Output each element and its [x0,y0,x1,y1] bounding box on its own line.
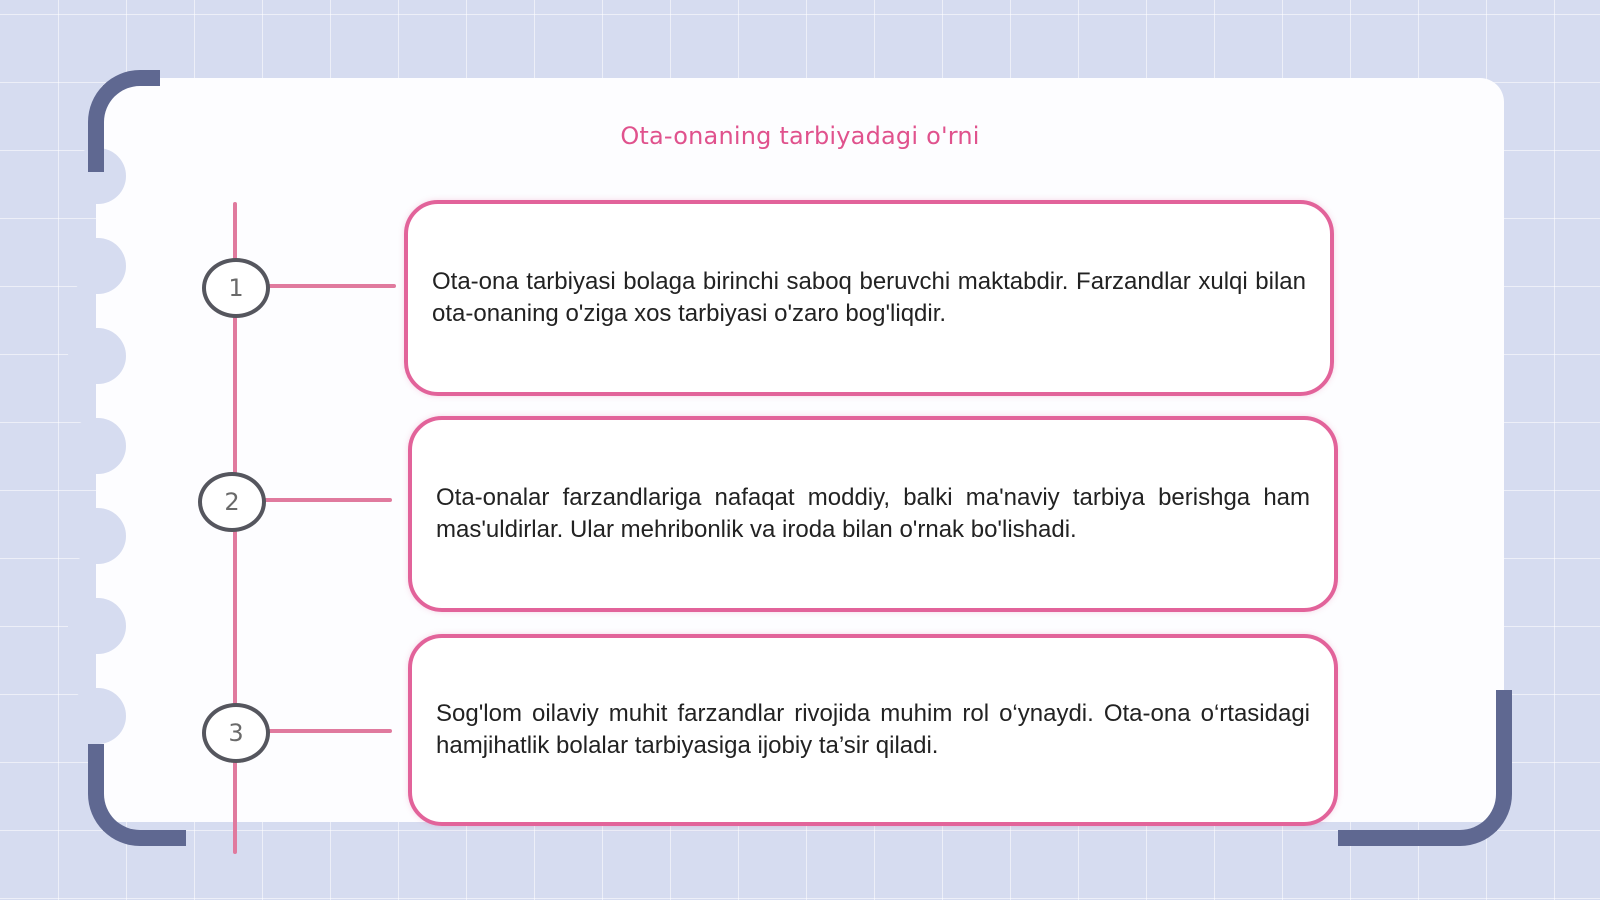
timeline-connector [266,729,392,733]
notebook-notch [68,508,126,564]
info-box-3 [408,634,1338,826]
timeline-connector [262,498,392,502]
slide-title: Ota-onaning tarbiyadagi o'rni [620,122,980,150]
frame-corner-top-left [88,70,160,172]
frame-corner-bottom-right [1338,690,1512,846]
info-box-text: Sog'lom oilaviy muhit farzandlar rivojida muhim rol o‘ynaydi. Ota-ona o‘rtasidagi hamjihatlik bolalar tarbiyasiga ijobiy ta’sir qiladi. [436,700,1310,759]
notebook-notch [68,328,126,384]
notebook-notch [68,688,126,744]
frame-corner-bottom-left [88,744,186,846]
info-box-1 [404,200,1334,396]
notebook-notch [68,418,126,474]
notebook-notch [68,238,126,294]
notebook-notch [68,598,126,654]
timeline-marker-1: 1 [202,258,270,318]
info-box-2 [408,416,1338,612]
timeline-marker-3: 3 [202,703,270,763]
info-box-text: Ota-onalar farzandlariga nafaqat moddiy, balki ma'naviy tarbiya berishga ham mas'uldirlar. Ular mehribonlik va iroda bilan o'rnak bo'lishadi. [436,484,1310,543]
info-box-text: Ota-ona tarbiyasi bolaga birinchi saboq beruvchi maktabdir. Farzandlar xulqi bilan ota-onaning o'ziga xos tarbiyasi o'zaro bog'liqdir. [432,268,1306,327]
timeline-connector [266,284,396,288]
timeline-marker-2: 2 [198,472,266,532]
